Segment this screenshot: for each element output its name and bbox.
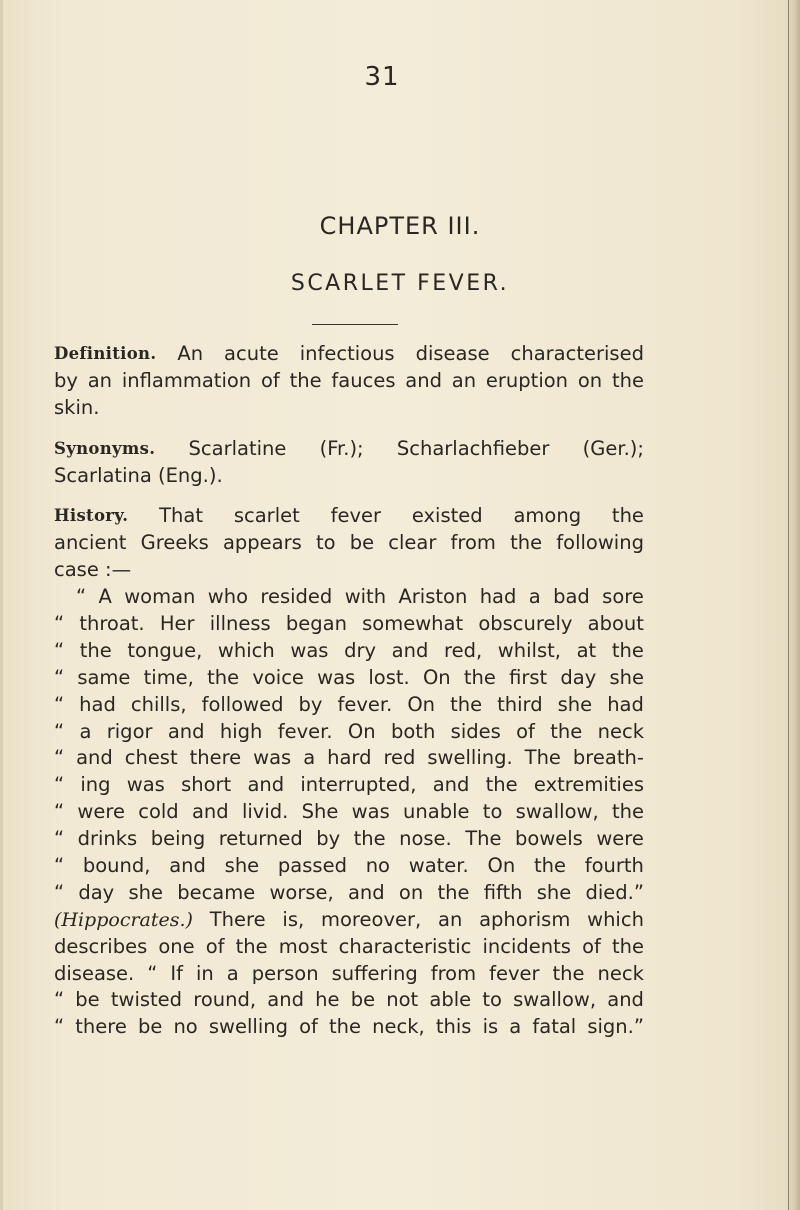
quote-text-word: whilst,: [497, 638, 561, 662]
quote-text-word: which: [217, 638, 275, 662]
quote-text-word: Her: [159, 612, 195, 636]
quote-text-word: began: [285, 612, 347, 636]
history-text-word: from: [430, 961, 477, 985]
history-text-word: appears: [222, 531, 302, 555]
title-rule: [312, 324, 398, 325]
history-line: [54, 961, 644, 988]
quote-text-word: the: [463, 665, 496, 689]
history-line: [54, 934, 644, 961]
quote-text-word: fever.: [337, 692, 393, 716]
quote-line: [54, 745, 644, 772]
quote-line: [54, 826, 644, 853]
definition-text-word: acute: [224, 342, 279, 365]
history-text-word: one: [158, 934, 195, 958]
quote-text-word: at: [576, 638, 597, 662]
quote-text-word: by: [298, 692, 323, 716]
quote-text-word: bad: [553, 585, 590, 609]
quote-line: [54, 719, 644, 746]
quote-text-word: somewhat: [362, 612, 464, 636]
quote-text-word: was: [351, 800, 390, 824]
history-text-word: the: [611, 504, 644, 528]
quote-text-word: sore: [602, 585, 644, 609]
quote-line: [54, 853, 644, 880]
history-text-word: be: [349, 531, 375, 555]
definition-text-word: the: [289, 368, 322, 392]
history-text-word: the: [510, 531, 543, 555]
quote-text-word: day: [560, 665, 597, 689]
quote-text-word: same: [77, 665, 131, 689]
quote-text-word: was: [126, 773, 165, 797]
quote-line: [54, 584, 644, 611]
history-text-word: moreover,: [321, 907, 422, 931]
quote-line: [54, 665, 644, 692]
quote-text-word: not: [386, 988, 419, 1012]
body-text: [54, 341, 644, 1041]
quote-text-word: the: [533, 854, 566, 878]
synonyms-line: [54, 436, 644, 463]
quote-text-word: sides: [450, 719, 501, 743]
quote-text-word: the: [207, 665, 240, 689]
quote-text-word: a: [303, 746, 316, 770]
definition-text-word: and: [405, 368, 442, 392]
quote-text-word: the: [79, 638, 112, 662]
quote-text-word: worse,: [269, 880, 334, 904]
history-text-word: to: [315, 531, 336, 555]
quote-text-word: to: [482, 800, 503, 824]
definition-text-word: characterised: [510, 342, 644, 365]
quote-text-word: passed: [277, 854, 347, 878]
synonyms-text-word: Scharlachfieber: [396, 436, 550, 460]
quote-text-word: and: [347, 880, 385, 904]
history-text-word: fever: [330, 504, 382, 528]
synonyms-text-word: (Ger.);: [582, 436, 644, 460]
quote-text-word: third: [497, 692, 543, 716]
quote-text-word: neck,: [372, 1015, 425, 1039]
quote-text-word: water.: [408, 854, 469, 878]
history-text-word: a: [226, 961, 239, 985]
quote-text-word: chills,: [130, 692, 187, 716]
synonyms-line: [54, 463, 644, 490]
quote-text-word: “: [54, 988, 65, 1012]
quote-text-word: voice: [252, 665, 304, 689]
quote-text-word: first: [509, 665, 548, 689]
quote-text-word: was: [317, 665, 356, 689]
history-text-word: which: [587, 907, 644, 931]
quote-text-word: drinks: [77, 827, 138, 851]
quote-text-word: the: [485, 773, 518, 797]
quote-text-word: and: [391, 638, 429, 662]
quote-text-word: on: [398, 880, 424, 904]
quote-text-word: the: [437, 880, 470, 904]
quote-text-word: this: [435, 1015, 472, 1039]
quote-text-word: rigor: [106, 719, 153, 743]
quote-text-word: is: [482, 1015, 499, 1039]
quote-line: [54, 987, 644, 1014]
quote-text-word: both: [390, 719, 436, 743]
history-text-word: fever: [489, 961, 540, 985]
history-text-word: There: [209, 907, 266, 931]
quote-text-word: the: [611, 800, 644, 824]
history-text-word: incidents: [482, 934, 571, 958]
quote-line: [54, 692, 644, 719]
history-text-word: an: [438, 907, 463, 931]
quote-text-word: lost.: [368, 665, 410, 689]
history-text-word: Greeks: [140, 531, 209, 555]
quote-line: [54, 611, 644, 638]
quote-text-word: nose.: [399, 827, 452, 851]
quote-text-word: had: [607, 692, 644, 716]
history-text-word: “: [147, 961, 158, 985]
history-text-word: following: [556, 531, 644, 555]
page-left-edge: [0, 0, 3, 1210]
quote-text-word: swelling: [208, 1015, 288, 1039]
quote-text-word: hard: [327, 746, 372, 770]
history-text-word: among: [513, 504, 582, 528]
quote-text-word: fourth: [584, 854, 644, 878]
quote-text-word: illness: [209, 612, 271, 636]
quote-line: [54, 772, 644, 799]
quote-text-word: died.”: [585, 880, 644, 904]
history-text-word: suffering: [331, 961, 418, 985]
definition-line: [54, 368, 644, 395]
history-text-word: characteristic: [338, 934, 472, 958]
quote-text-word: swallow,: [515, 800, 599, 824]
quote-text-word: fifth: [483, 880, 523, 904]
quote-text-word: Ariston: [398, 585, 468, 609]
quote-text-word: throat.: [79, 612, 145, 636]
quote-text-word: of: [299, 1015, 318, 1039]
quote-text-word: bound,: [82, 854, 151, 878]
quote-text-word: She: [301, 800, 339, 824]
quote-text-word: the: [329, 1015, 362, 1039]
quote-text-word: The: [524, 746, 561, 770]
quote-text-word: round,: [193, 988, 257, 1012]
definition-text-word: disease: [415, 342, 490, 365]
history-text-word: neck: [597, 961, 644, 985]
quote-text-word: a: [79, 719, 92, 743]
quote-text-word: “: [54, 1015, 65, 1039]
synonyms-text-word: (Fr.);: [319, 436, 364, 460]
definition-text-word: inflammation: [121, 368, 252, 392]
quote-text-word: On: [487, 854, 516, 878]
history-text-word: ancient: [54, 531, 127, 555]
quote-line: [54, 799, 644, 826]
history-line: [54, 557, 644, 584]
quote-text-word: had: [79, 692, 116, 716]
quote-text-word: swallow,: [513, 988, 597, 1012]
history-text-word: clear: [388, 531, 437, 555]
quote-line: [54, 880, 644, 907]
definition-line: [54, 341, 644, 368]
quote-text-word: extremities: [533, 773, 644, 797]
quote-text-word: and: [76, 746, 113, 770]
history-text-word: disease.: [54, 961, 135, 985]
quote-text-word: a: [528, 585, 541, 609]
section-title: SCARLET FEVER.: [290, 271, 510, 296]
quote-text-word: “: [54, 880, 65, 904]
definition-text-word: eruption: [485, 368, 569, 392]
synonyms-text-word: Scarlatine: [188, 436, 287, 460]
quote-text-word: On: [407, 692, 436, 716]
quote-text-word: the: [353, 827, 386, 851]
quote-text-word: being: [150, 827, 206, 851]
quote-text-word: no: [365, 854, 390, 878]
history-text-word: existed: [411, 504, 483, 528]
quote-text-word: interrupted,: [300, 773, 417, 797]
quote-text-word: woman: [124, 585, 196, 609]
chapter-title: CHAPTER III.: [319, 212, 481, 240]
history-text: case :—: [54, 558, 132, 582]
quote-text-word: she: [128, 880, 163, 904]
quote-text-word: and: [267, 988, 304, 1012]
quote-text-word: the: [450, 692, 483, 716]
quote-text-word: obscurely: [478, 612, 573, 636]
quote-text-word: “: [54, 746, 65, 770]
quote-text-word: she: [536, 880, 572, 904]
history-line: [54, 503, 644, 530]
quote-text-word: short: [181, 773, 232, 797]
quote-line: [54, 638, 644, 665]
history-text-word: the: [611, 934, 644, 958]
quote-text-word: neck: [597, 719, 644, 743]
definition-text: skin.: [54, 395, 100, 419]
history-text-word: the: [552, 961, 585, 985]
quote-text-word: resided: [260, 585, 333, 609]
quote-text-word: On: [347, 719, 376, 743]
quote-text-word: be: [75, 988, 100, 1012]
quote-text-word: fever.: [277, 719, 333, 743]
history-lead-word: History.: [54, 506, 129, 526]
history-text-word: scarlet: [233, 504, 300, 528]
history-text-word: of: [205, 934, 225, 958]
quote-text-word: On: [422, 665, 451, 689]
definition-text-word: infectious: [299, 342, 395, 365]
synonyms-text: Scarlatina (Eng.).: [54, 463, 223, 487]
definition-text-word: of: [260, 368, 280, 392]
quote-text-word: “: [54, 665, 65, 689]
quote-text-word: chest: [124, 746, 178, 770]
quote-text-word: she: [224, 854, 260, 878]
quote-text-word: be: [137, 1015, 163, 1039]
quote-text-word: time,: [143, 665, 194, 689]
definition-text-word: An: [177, 342, 204, 365]
quote-text-word: “: [54, 800, 65, 824]
quote-text-word: were: [77, 800, 125, 824]
quote-text-word: she: [609, 665, 644, 689]
history-text-word: person: [251, 961, 319, 985]
definition-line: [54, 395, 644, 422]
quote-text-word: was: [290, 638, 329, 662]
quote-text-word: there: [75, 1015, 127, 1039]
quote-text-word: breath-: [572, 746, 644, 770]
citation-word: (Hippocrates.): [54, 908, 193, 931]
quote-text-word: high: [219, 719, 263, 743]
quote-text-word: and: [247, 773, 285, 797]
quote-text-word: with: [344, 585, 387, 609]
quote-text-word: red,: [443, 638, 483, 662]
quote-text-word: A: [98, 585, 112, 609]
quote-line: [54, 1014, 644, 1041]
history-text-word: the: [235, 934, 268, 958]
quote-text-word: became: [177, 880, 256, 904]
synonyms-lead-word: Synonyms.: [54, 438, 156, 458]
quote-text-word: unable: [403, 800, 470, 824]
definition-lead-word: Definition.: [54, 344, 157, 363]
quote-text-word: dry: [344, 638, 377, 662]
quote-text-word: about: [587, 612, 644, 636]
definition-text-word: an: [451, 368, 477, 392]
quote-text-word: the: [550, 719, 583, 743]
quote-text-word: “: [54, 692, 65, 716]
quote-text-word: returned: [218, 827, 303, 851]
quote-text-word: “: [54, 854, 65, 878]
definition-text-word: the: [611, 368, 644, 392]
history-line: [54, 907, 644, 934]
page-number: 31: [364, 62, 400, 92]
history-text-word: describes: [54, 934, 148, 958]
quote-text-word: day: [78, 880, 115, 904]
quote-text-word: and: [607, 988, 644, 1012]
quote-text-word: of: [516, 719, 535, 743]
quote-text-word: was: [253, 746, 292, 770]
history-text-word: is,: [282, 907, 305, 931]
quote-text-word: had: [479, 585, 517, 609]
quote-text-word: a: [509, 1015, 522, 1039]
history-text-word: most: [278, 934, 328, 958]
quote-text-word: and: [167, 719, 205, 743]
quote-text-word: “: [54, 827, 65, 851]
quote-text-word: the: [611, 638, 644, 662]
quote-text-word: swelling.: [427, 746, 513, 770]
quote-text-word: “: [76, 585, 87, 609]
quote-text-word: tongue,: [127, 638, 203, 662]
history-text-word: aphorism: [479, 907, 571, 931]
quote-text-word: she: [557, 692, 593, 716]
quote-text-word: twisted: [110, 988, 183, 1012]
quote-text-word: ing: [80, 773, 111, 797]
quote-text-word: to: [482, 988, 502, 1012]
quote-text-word: who: [207, 585, 249, 609]
quote-text-word: cold: [138, 800, 179, 824]
quote-text-word: by: [316, 827, 341, 851]
quote-text-word: were: [596, 827, 644, 851]
history-text-word: in: [196, 961, 214, 985]
definition-text-word: by: [54, 368, 78, 392]
history-line: [54, 530, 644, 557]
history-text-word: of: [582, 934, 601, 958]
quote-text-word: and: [191, 800, 229, 824]
quote-text-word: be: [350, 988, 376, 1012]
quote-text-word: able: [429, 988, 472, 1012]
quote-text-word: no: [173, 1015, 198, 1039]
quote-text-word: red: [383, 746, 416, 770]
definition-text-word: on: [577, 368, 603, 392]
quote-text-word: followed: [201, 692, 284, 716]
quote-text-word: there: [189, 746, 242, 770]
definition-text-word: an: [87, 368, 113, 392]
quote-text-word: and: [432, 773, 470, 797]
history-text-word: That: [159, 504, 204, 528]
quote-text-word: “: [54, 612, 65, 636]
history-text-word: from: [450, 531, 496, 555]
quote-text-word: sign.”: [587, 1015, 644, 1039]
definition-text-word: fauces: [331, 368, 396, 392]
quote-text-word: fatal: [532, 1015, 577, 1039]
history-text-word: If: [170, 961, 183, 985]
quote-text-word: he: [315, 988, 340, 1012]
quote-text-word: and: [169, 854, 206, 878]
quote-text-word: bowels: [515, 827, 583, 851]
quote-text-word: “: [54, 773, 65, 797]
quote-text-word: “: [54, 638, 65, 662]
quote-text-word: “: [54, 719, 65, 743]
quote-text-word: livid.: [241, 800, 289, 824]
page-right-edge: [786, 0, 800, 1210]
quote-text-word: The: [465, 827, 502, 851]
